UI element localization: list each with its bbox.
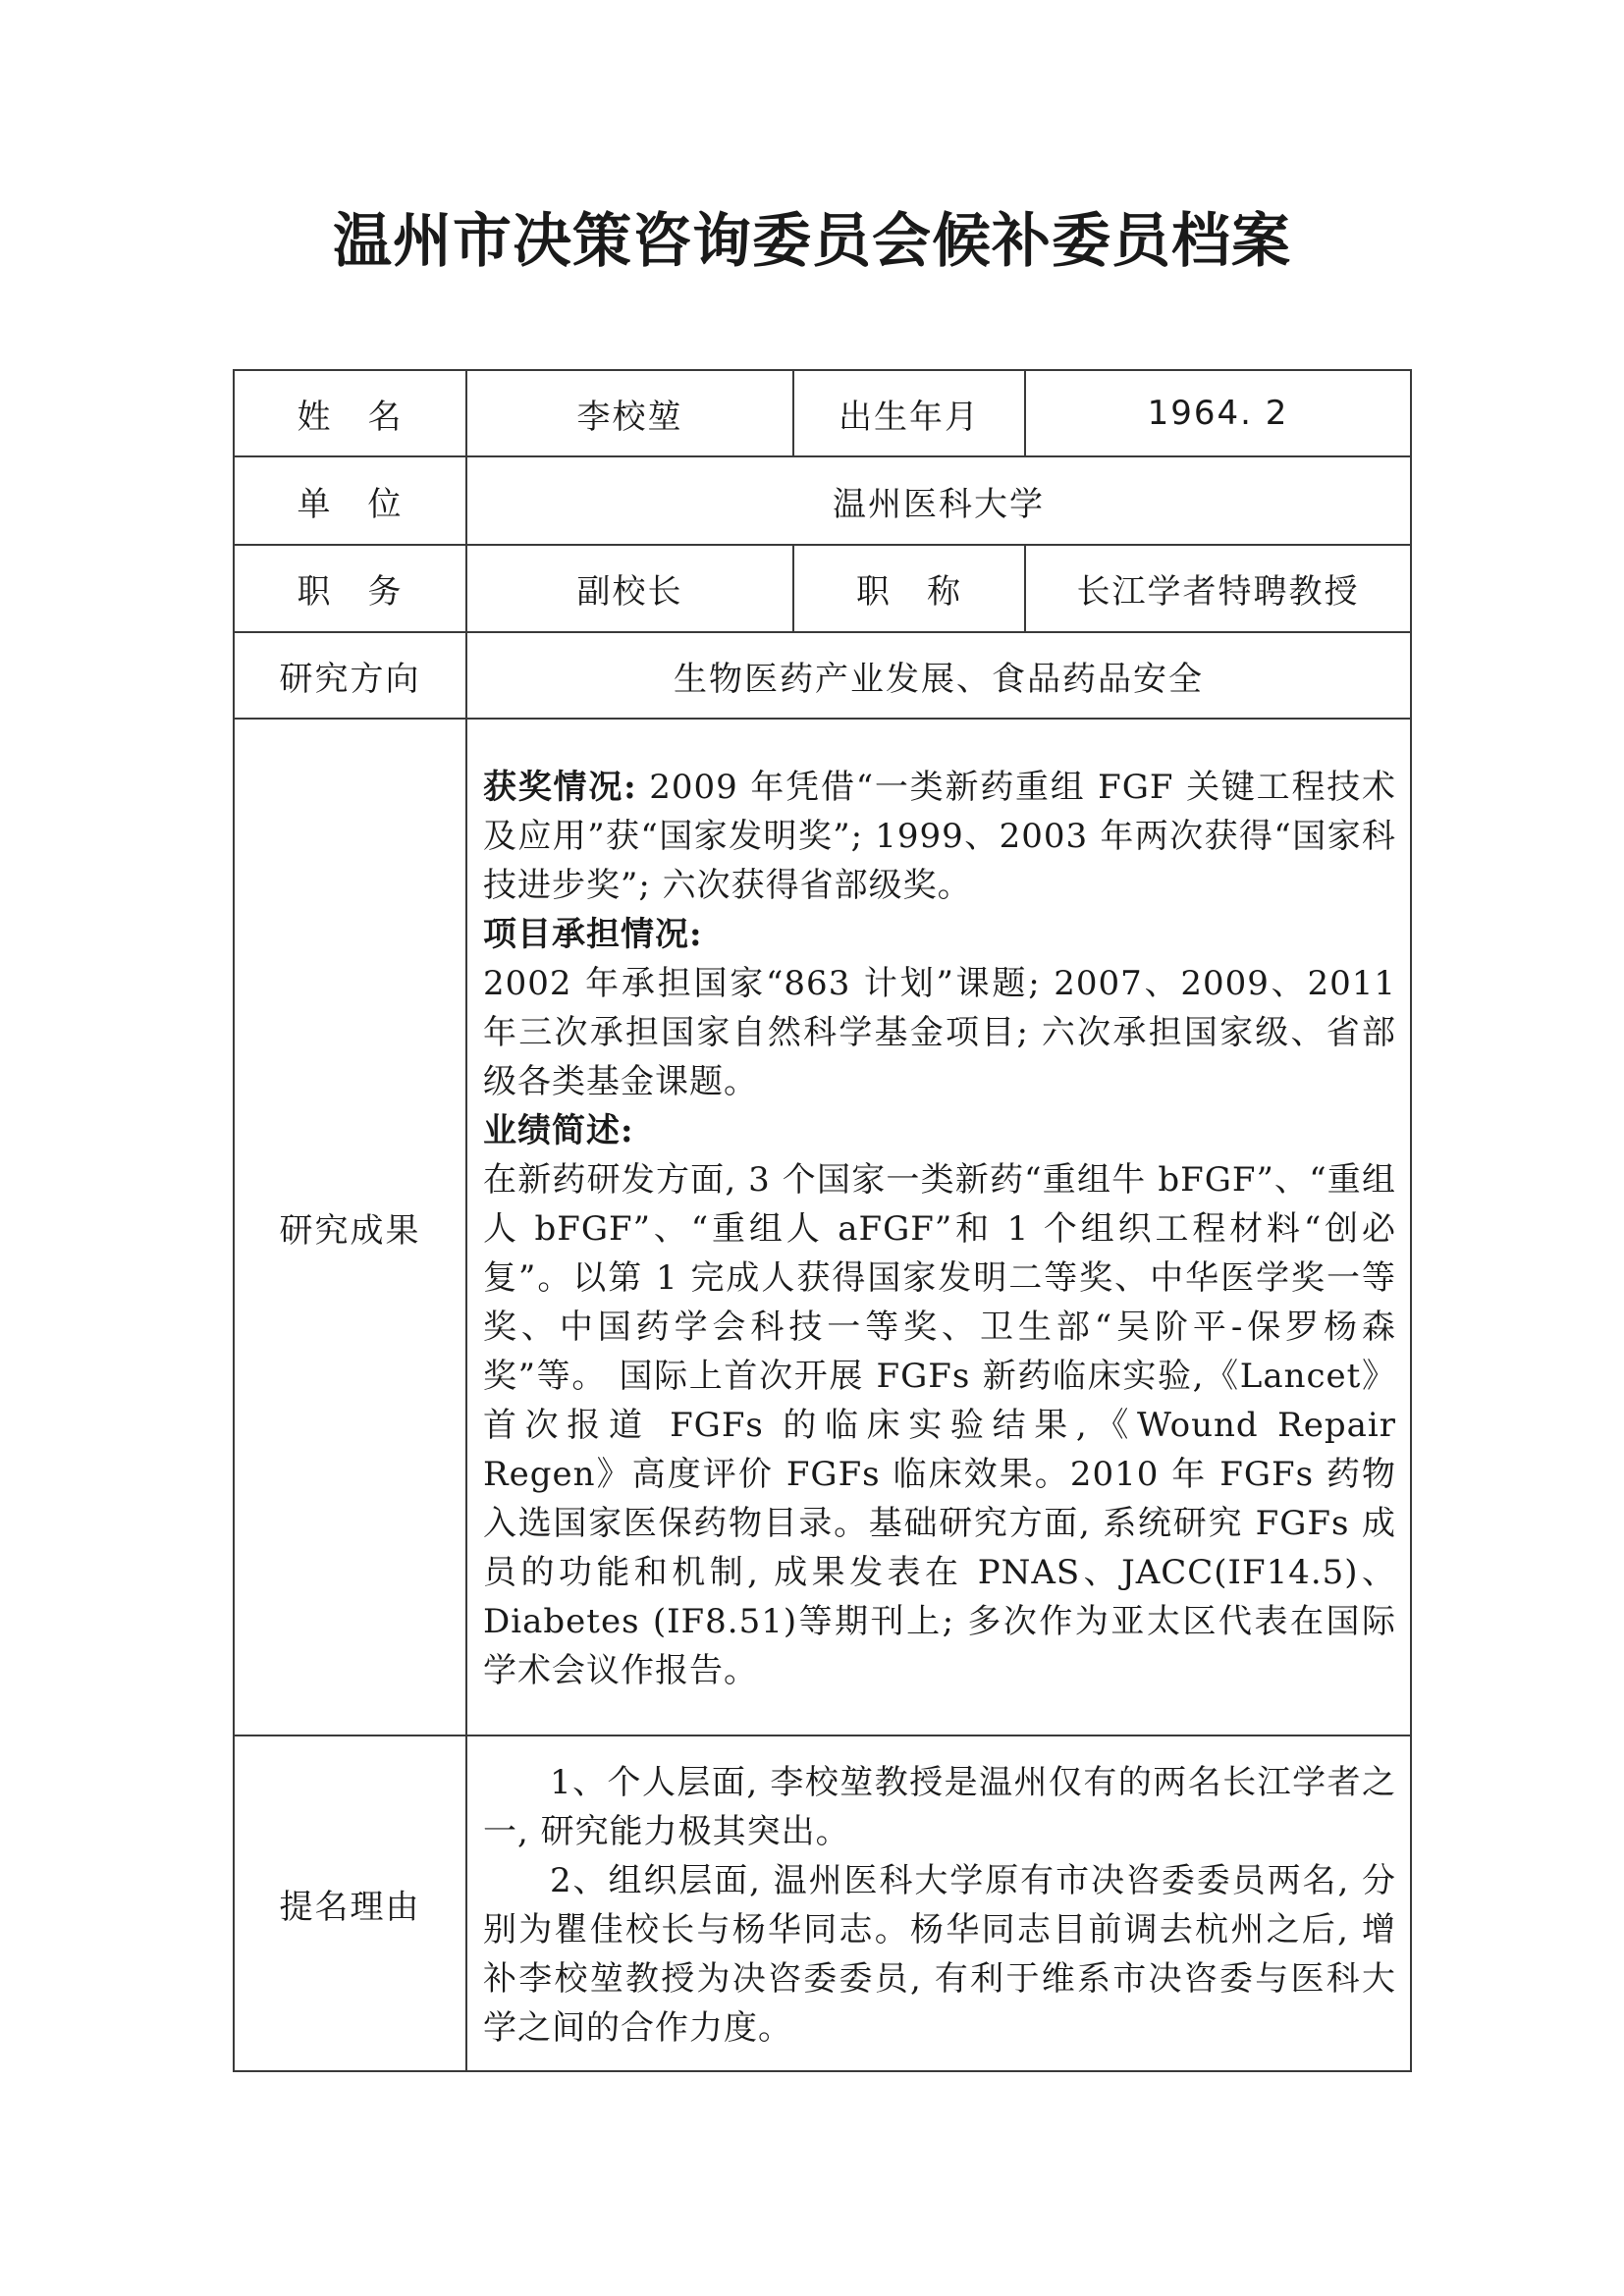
summary-heading: 业绩简述: — [483, 1111, 634, 1150]
nomination-row — [234, 1735, 1411, 2071]
direction-label: 研究方向 — [234, 632, 466, 719]
summary-text: 在新药研发方面, 3 个国家一类新药“重组牛 bFGF”、“重组人 bFGF”、“重组人 aFGF”和 1 个组织工程材料“创必复”。以第 1 完成人获得国家发明二等奖、中华医学奖一等奖、中国药学会科技一等奖、卫生部“吴阶平-保罗杨森奖”等。 国际上首次开展 FGFs 新药临床实验,《Lancet》首次报道 FGFs 的临床实验结果,《Wound Repair Regen》高度评价 FGFs 临床效果。2010 年 FGFs 药物入选国家医保药物目录。基础研究方面, 系统研究 FGFs 成员的功能和机制, 成果发表在 PNAS、JACC(IF14.5)、Diabetes (IF8.51)等期刊上; 多次作为亚太区代表在国际学术会议作报告。 — [483, 1160, 1396, 1690]
name-value: 李校堃 — [466, 370, 793, 456]
position-label: 职 务 — [234, 545, 466, 632]
summary-heading-line — [483, 1106, 1396, 1155]
nomination-content — [466, 1735, 1411, 2071]
rank-value: 长江学者特聘教授 — [1025, 545, 1411, 632]
position-value: 副校长 — [466, 545, 793, 632]
unit-label: 单 位 — [234, 456, 466, 545]
direction-value: 生物医药产业发展、食品药品安全 — [466, 632, 1411, 719]
page-title: 温州市决策咨询委员会候补委员档案 — [333, 207, 1291, 276]
awards-text: 2009 年凭借“一类新药重组 FGF 关键工程技术及应用”获“国家发明奖”; 1999、2003 年两次获得“国家科技进步奖”; 六次获得省部级奖。 — [483, 768, 1396, 905]
position-row — [234, 545, 1411, 632]
direction-row — [234, 632, 1411, 719]
nomination-paragraph-2: 2、组织层面, 温州医科大学原有市决咨委委员两名, 分别为瞿佳校长与杨华同志。杨华同志目前调去杭州之后, 增补李校堃教授为决咨委委员, 有利于维系市决咨委与医科大学之间的合作力度。 — [483, 1861, 1396, 2048]
rank-label: 职 称 — [793, 545, 1025, 632]
name-label: 姓 名 — [234, 370, 466, 456]
archive-table — [233, 369, 1412, 2072]
nomination-paragraph-1: 1、个人层面, 李校堃教授是温州仅有的两名长江学者之一, 研究能力极其突出。 — [483, 1763, 1396, 1851]
unit-row — [234, 456, 1411, 545]
achievements-content — [466, 719, 1411, 1735]
awards-paragraph — [483, 763, 1396, 910]
birth-value: 1964. 2 — [1025, 370, 1411, 456]
projects-heading: 项目承担情况: — [483, 915, 703, 954]
name-row — [234, 370, 1411, 456]
nomination-label: 提名理由 — [234, 1735, 466, 2071]
unit-value: 温州医科大学 — [466, 456, 1411, 545]
achievements-label: 研究成果 — [234, 719, 466, 1735]
awards-heading: 获奖情况: — [483, 768, 637, 807]
projects-heading-line — [483, 910, 1396, 959]
projects-text: 2002 年承担国家“863 计划”课题; 2007、2009、2011 年三次承担国家自然科学基金项目; 六次承担国家级、省部级各类基金课题。 — [483, 964, 1396, 1101]
birth-label: 出生年月 — [793, 370, 1025, 456]
achievements-row — [234, 719, 1411, 1735]
